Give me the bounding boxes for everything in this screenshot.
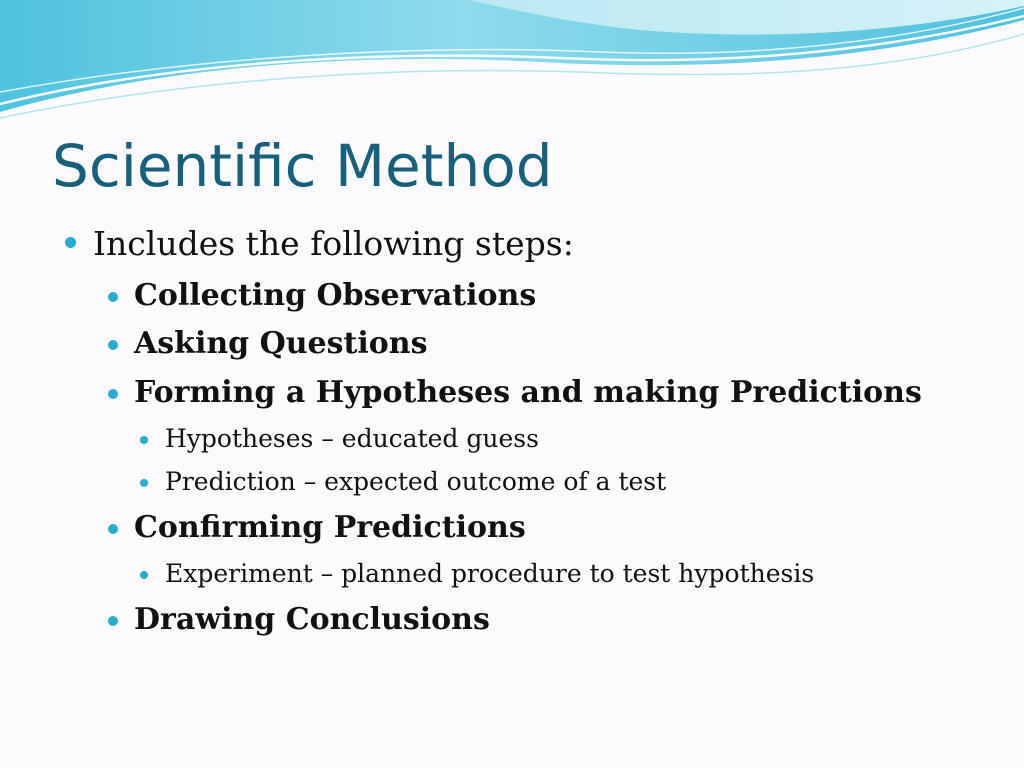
sub-bullet-prediction: [165, 465, 666, 499]
bullet-text: Asking Questions: [134, 326, 428, 361]
bullet-intro: [93, 222, 574, 266]
bullet-confirming-predictions: [134, 508, 526, 548]
sub-bullet-hypotheses: [165, 422, 539, 456]
bullet-text: Drawing Conclusions: [134, 602, 490, 637]
bullet-dot-icon: [140, 479, 148, 487]
bullet-dot-icon: [108, 292, 118, 302]
bullet-forming-hypotheses: [134, 373, 922, 413]
wave-header-decoration: [0, 0, 1024, 140]
bullet-dot-icon: [108, 340, 118, 350]
bullet-text: Confirming Predictions: [134, 510, 526, 545]
bullet-asking-questions: [134, 324, 427, 364]
bullet-text: Hypotheses – educated guess: [165, 424, 539, 453]
bullet-dot-icon: [140, 571, 148, 579]
bullet-dot-icon: [140, 436, 148, 444]
bullet-text: Collecting Observations: [134, 278, 537, 313]
bullet-drawing-conclusions: [134, 600, 490, 640]
bullet-text: Experiment – planned procedure to test hypothesis: [165, 559, 815, 588]
bullet-dot-icon: [108, 616, 118, 626]
bullet-collecting-observations: [134, 276, 536, 316]
bullet-text: Includes the following steps:: [93, 224, 574, 263]
sub-bullet-experiment: [165, 557, 814, 591]
bullet-text: Prediction – expected outcome of a test: [165, 467, 667, 496]
bullet-dot-icon: [108, 524, 118, 534]
slide-title: Scientific Method: [52, 132, 553, 200]
bullet-dot-icon: [65, 237, 76, 248]
bullet-dot-icon: [108, 389, 118, 399]
bullet-text: Forming a Hypotheses and making Predictions: [134, 375, 922, 410]
